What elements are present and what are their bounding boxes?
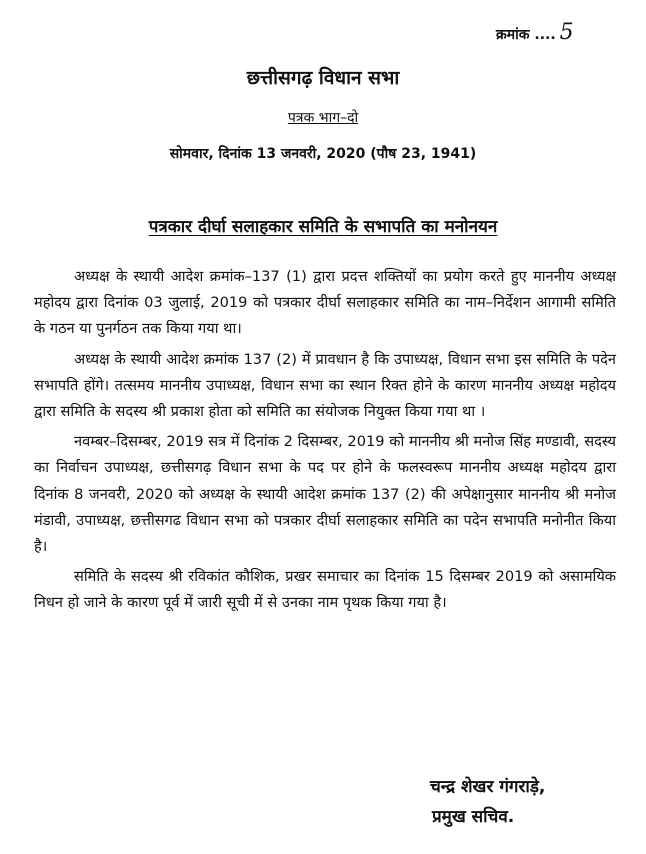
body-text: [34, 264, 616, 621]
bulletin-date: सोमवार, दिनांक 13 जनवरी, 2020 (पौष 23, 1941): [169, 146, 477, 162]
signature-block: [430, 772, 545, 832]
assembly-title: छत्तीसगढ़ विधान सभा: [246, 67, 400, 89]
signatory-name: चन्द्र शेखर गंगराड़े,: [430, 777, 546, 797]
signatory-designation: प्रमुख सचिव.: [432, 807, 515, 827]
serial-number: [496, 20, 574, 45]
paragraph: समिति के सदस्य श्री रविकांत कौशिक, प्रखर समाचार का दिनांक 15 दिसम्बर 2019 को असामयिक निधन हो जाने के कारण पूर्व में जारी सूची में से उनका नाम पृथक किया गया है।: [34, 568, 616, 612]
bulletin-part-label: पत्रक भाग–दो: [287, 110, 359, 126]
paragraph: अध्यक्ष के स्थायी आदेश क्रमांक–137 (1) द्वारा प्रदत्त शक्तियों का प्रयोग करते हुए माननीय अध्यक्ष महोदय द्वारा दिनांक 03 जुलाई, 2019 को पत्रकार दीर्घा सलाहकार समिति का नाम–निर्देशन आगामी समिति के गठन या पुनर्गठन तक किया गया था।: [34, 268, 616, 338]
subject-text: पत्रकार दीर्घा सलाहकार समिति के सभापति का मनोनयन: [148, 217, 498, 237]
serial-label: क्रमांक ....: [496, 27, 556, 43]
serial-value: 5: [559, 20, 574, 45]
subject-heading: [0, 214, 646, 237]
paragraph: अध्यक्ष के स्थायी आदेश क्रमांक 137 (2) में प्रावधान है कि उपाध्यक्ष, विधान सभा इस समिति के पदेन सभापति होंगे। तत्समय माननीय उपाध्यक्ष, विधान सभा का स्थान रिक्त होने के कारण माननीय अध्यक्ष महोदय द्वारा समिति के सदस्य श्री प्रकाश होता को समिति का संयोजक नियुक्त किया गया था ।: [34, 350, 616, 421]
paragraph: नवम्बर–दिसम्बर, 2019 सत्र में दिनांक 2 दिसम्बर, 2019 को माननीय श्री मनोज सिंह मण्डावी, सदस्य का निर्वाचन उपाध्यक्ष, छत्तीसगढ़ विधान सभा के पद पर होने के फलस्वरूप माननीय अध्यक्ष महोदय द्वारा दिनांक 8 जनवरी, 2020 को अध्यक्ष के स्थायी आदेश क्रमांक 137 (2) की अपेक्षानुसार माननीय श्री मनोज मंडावी, उपाध्यक्ष, छत्तीसगढ विधान सभा को पत्रकार दीर्घा सलाहकार समिति का पदेन सभापति मनोनीत किया है।: [34, 433, 616, 556]
bulletin-part: [0, 108, 646, 127]
